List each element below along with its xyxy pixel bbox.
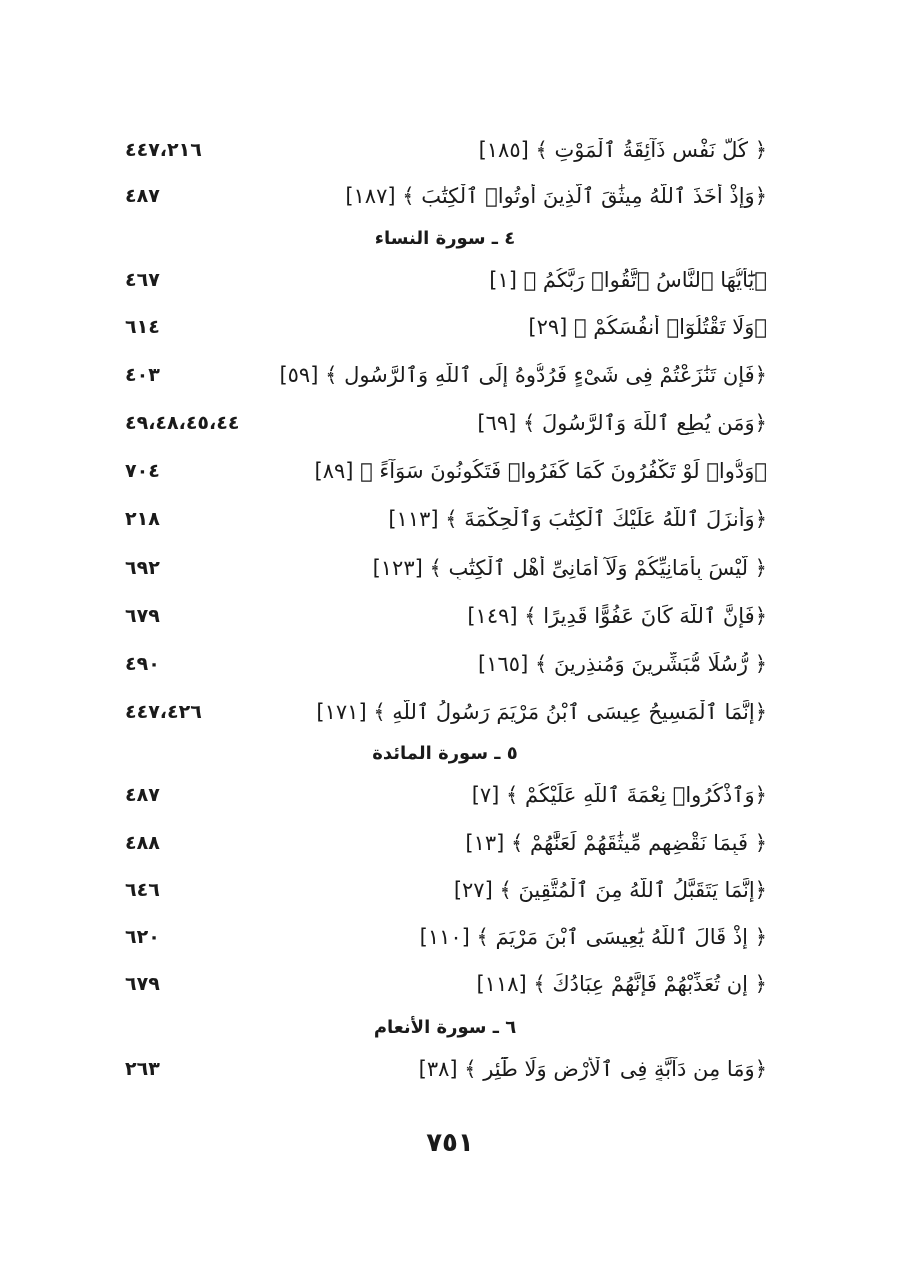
page-references: ٤٨٨ bbox=[125, 832, 160, 854]
page-references: ٤٨٧ bbox=[125, 784, 160, 806]
page-references: ٦١٤ bbox=[125, 316, 160, 338]
verse-text: ﴿فَإِنَّ ٱللَّهَ كَانَ عَفُوًّا قَدِيرًا ﴾ [١٤٩] bbox=[467, 604, 767, 628]
verse-text: ﴿وَلَا تَقْتُلُوٓا۟ أَنفُسَكُمْ ﴾ [٢٩] bbox=[528, 315, 767, 339]
page-references: ٦٧٩ bbox=[125, 605, 160, 627]
index-entry bbox=[125, 403, 767, 443]
surah-heading: ٦ ـ سورة الأنعام bbox=[373, 1017, 517, 1038]
verse-text: ﴿ إِذْ قَالَ ٱللَّهُ يَٰعِيسَى ٱبْنَ مَرْيَمَ ﴾ [١١٠] bbox=[419, 925, 767, 949]
index-entry bbox=[125, 917, 767, 957]
index-entry bbox=[125, 596, 767, 636]
index-entry bbox=[125, 823, 767, 863]
page-references: ٢١٨ bbox=[125, 508, 160, 530]
verse-text: ﴿وَمَا مِن دَآبَّةٍ فِى ٱلْأَرْضِ وَلَا طَٰٓئِرٍ ﴾ [٣٨] bbox=[418, 1057, 767, 1081]
verse-text: ﴿فَإِن تَنَٰزَعْتُمْ فِى شَىْءٍ فَرُدُّوهُ إِلَى ٱللَّهِ وَٱلرَّسُولِ ﴾ [٥٩] bbox=[279, 363, 767, 387]
verse-text: ﴿وَإِذْ أَخَذَ ٱللَّهُ مِيثَٰقَ ٱلَّذِينَ أُوتُوا۟ ٱلْكِتَٰبَ ﴾ [١٨٧] bbox=[345, 184, 767, 208]
verse-text: ﴿ لَّيْسَ بِأَمَانِيِّكُمْ وَلَآ أَمَانِىِّ أَهْلِ ٱلْكِتَٰبِ ﴾ [١٢٣] bbox=[372, 556, 767, 580]
page-references: ٦٢٠ bbox=[125, 926, 160, 948]
page-references: ٦٤٦ bbox=[125, 879, 160, 901]
page-references: ٤٤٧،٤٢٦ bbox=[125, 701, 202, 723]
index-entry bbox=[125, 870, 767, 910]
page-references: ٦٩٢ bbox=[125, 557, 160, 579]
page-references: ٤٨٧ bbox=[125, 185, 160, 207]
index-entry bbox=[125, 176, 767, 216]
index-entry bbox=[125, 499, 767, 539]
index-entry bbox=[125, 260, 767, 300]
verse-text: ﴿ رُّسُلًا مُّبَشِّرِينَ وَمُنذِرِينَ ﴾ [١٦٥] bbox=[478, 652, 767, 676]
verse-text: ﴿وَٱذْكُرُوا۟ نِعْمَةَ ٱللَّهِ عَلَيْكُمْ ﴾ [٧] bbox=[471, 783, 767, 807]
page-references: ٤٦٧ bbox=[125, 269, 160, 291]
index-entry bbox=[125, 692, 767, 732]
verse-text: ﴿وَدُّوا۟ لَوْ تَكْفُرُونَ كَمَا كَفَرُوا۟ فَتَكُونُونَ سَوَآءً ﴾ [٨٩] bbox=[314, 459, 767, 483]
page-references: ٢٦٣ bbox=[125, 1058, 160, 1080]
index-entry bbox=[125, 307, 767, 347]
verse-text: ﴿يَٰٓأَيُّهَا ٱلنَّاسُ ٱتَّقُوا۟ رَبَّكُمُ ﴾ [١] bbox=[489, 268, 767, 292]
verse-text: ﴿ فَبِمَا نَقْضِهِم مِّيثَٰقَهُمْ لَعَنَّٰهُمْ ﴾ [١٣] bbox=[465, 831, 767, 855]
page-number: ٧٥١ bbox=[426, 1128, 474, 1158]
index-entry bbox=[125, 130, 767, 170]
verse-text: ﴿وَمَن يُطِعِ ٱللَّهَ وَٱلرَّسُولَ ﴾ [٦٩] bbox=[477, 411, 767, 435]
page-references: ٧٠٤ bbox=[125, 460, 160, 482]
page-references: ٤٤٧،٢١٦ bbox=[125, 139, 202, 161]
verse-text: ﴿ كُلُّ نَفْسٍ ذَآئِقَةُ ٱلْمَوْتِ ﴾ [١٨٥] bbox=[478, 138, 767, 162]
verse-text: ﴿إِنَّمَا يَتَقَبَّلُ ٱللَّهُ مِنَ ٱلْمُتَّقِينَ ﴾ [٢٧] bbox=[453, 878, 767, 902]
index-entry bbox=[125, 775, 767, 815]
index-entry bbox=[125, 1049, 767, 1089]
page-references: ٤٩،٤٨،٤٥،٤٤ bbox=[125, 412, 240, 434]
index-entry bbox=[125, 964, 767, 1004]
index-entry bbox=[125, 548, 767, 588]
index-entry bbox=[125, 644, 767, 684]
index-entry bbox=[125, 355, 767, 395]
index-entry bbox=[125, 451, 767, 491]
page-references: ٤٩٠ bbox=[125, 653, 160, 675]
verse-text: ﴿ إِن تُعَذِّبْهُمْ فَإِنَّهُمْ عِبَادُكَ ﴾ [١١٨] bbox=[476, 972, 767, 996]
page-references: ٤٠٣ bbox=[125, 364, 160, 386]
page-references: ٦٧٩ bbox=[125, 973, 160, 995]
surah-heading: ٥ ـ سورة المائدة bbox=[372, 743, 518, 764]
verse-text: ﴿وَأَنزَلَ ٱللَّهُ عَلَيْكَ ٱلْكِتَٰبَ وَٱلْحِكْمَةَ ﴾ [١١٣] bbox=[388, 507, 767, 531]
verse-text: ﴿إِنَّمَا ٱلْمَسِيحُ عِيسَى ٱبْنُ مَرْيَمَ رَسُولُ ٱللَّهِ ﴾ [١٧١] bbox=[316, 700, 767, 724]
surah-heading: ٤ ـ سورة النساء bbox=[374, 228, 516, 249]
